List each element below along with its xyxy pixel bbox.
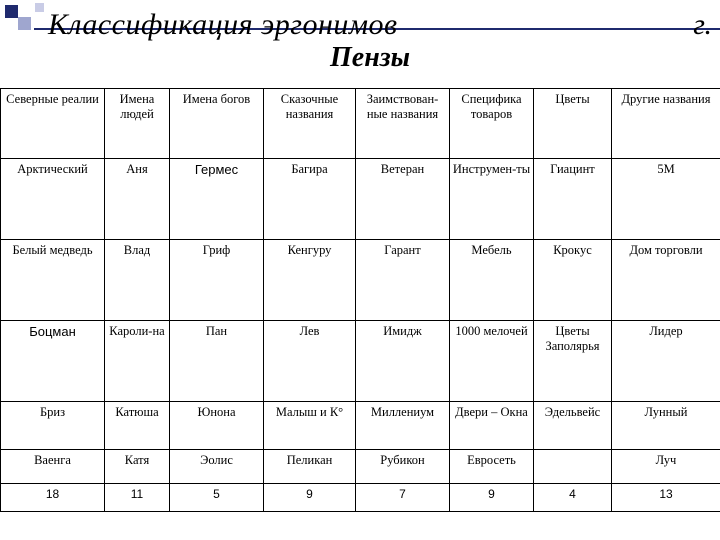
total-cell: 5: [170, 484, 264, 512]
table-row: [1, 240, 720, 321]
table-cell: Ветеран: [356, 159, 450, 240]
total-cell: 9: [450, 484, 534, 512]
decor-square-dark: [5, 5, 18, 18]
table-cell: Малыш и К°: [264, 402, 356, 450]
table-cell: Ваенга: [1, 450, 105, 484]
table-cell: Багира: [264, 159, 356, 240]
table-cell: Дом торговли: [612, 240, 720, 321]
table-cell: Лунный: [612, 402, 720, 450]
table-cell: Пан: [170, 321, 264, 402]
ergonym-table: [0, 88, 720, 512]
table-cell: Катя: [105, 450, 170, 484]
total-cell: 13: [612, 484, 720, 512]
table-cell: Кароли-на: [105, 321, 170, 402]
header-cell: Заимствован-ные названия: [356, 89, 450, 159]
slide-title: Классификация эргонимов: [48, 8, 398, 41]
table-cell: Имидж: [356, 321, 450, 402]
table-cell: Бриз: [1, 402, 105, 450]
table-cell: Лев: [264, 321, 356, 402]
header-cell: Сказочные названия: [264, 89, 356, 159]
table-cell: Гиацинт: [534, 159, 612, 240]
table-cell: Инструмен-ты: [450, 159, 534, 240]
table-cell: Луч: [612, 450, 720, 484]
table-cell: Влад: [105, 240, 170, 321]
table-cell: Пеликан: [264, 450, 356, 484]
table-totals-row: [1, 484, 720, 512]
table-header-row: [1, 89, 720, 159]
table-cell: [534, 450, 612, 484]
header-cell: Специфика товаров: [450, 89, 534, 159]
header-cell: Имена людей: [105, 89, 170, 159]
table-row: [1, 321, 720, 402]
header-cell: Другие названия: [612, 89, 720, 159]
table-cell: Боцман: [1, 321, 105, 402]
table-cell: Гарант: [356, 240, 450, 321]
total-cell: 7: [356, 484, 450, 512]
table-cell: Юнона: [170, 402, 264, 450]
table-cell: Кенгуру: [264, 240, 356, 321]
total-cell: 11: [105, 484, 170, 512]
total-cell: 4: [534, 484, 612, 512]
table-cell: 5М: [612, 159, 720, 240]
table-cell: Миллениум: [356, 402, 450, 450]
decor-square-light: [18, 17, 31, 30]
header-cell: Имена богов: [170, 89, 264, 159]
table-cell: Крокус: [534, 240, 612, 321]
header-cell: Северные реалии: [1, 89, 105, 159]
table-row: [1, 402, 720, 450]
header-cell: Цветы: [534, 89, 612, 159]
total-cell: 18: [1, 484, 105, 512]
table-cell: Эдельвейс: [534, 402, 612, 450]
table-cell: Белый медведь: [1, 240, 105, 321]
table-cell: Арктический: [1, 159, 105, 240]
table-cell: Цветы Заполярья: [534, 321, 612, 402]
table-row: [1, 159, 720, 240]
table-cell: Катюша: [105, 402, 170, 450]
table-cell: Лидер: [612, 321, 720, 402]
table-cell: Евросеть: [450, 450, 534, 484]
table-cell: Двери – Окна: [450, 402, 534, 450]
table-cell: Гриф: [170, 240, 264, 321]
total-cell: 9: [264, 484, 356, 512]
table-cell: 1000 мелочей: [450, 321, 534, 402]
table-cell: Аня: [105, 159, 170, 240]
table-cell: Гермес: [170, 159, 264, 240]
slide-title-suffix: г.: [693, 8, 712, 41]
table-cell: Мебель: [450, 240, 534, 321]
table-cell: Рубикон: [356, 450, 450, 484]
slide-subtitle: Пензы: [330, 42, 411, 73]
table-cell: Эолис: [170, 450, 264, 484]
decor-square-pale: [35, 3, 44, 12]
table-row: [1, 450, 720, 484]
